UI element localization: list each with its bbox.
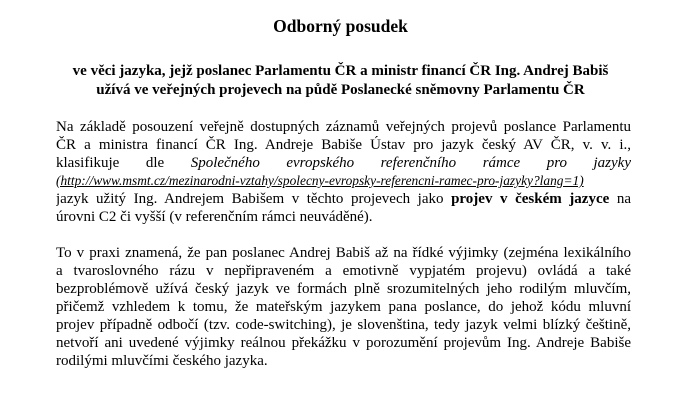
cefr-reference: Společného evropského referenčního rámce pro jazyky — [190, 155, 631, 171]
czech-speech-emphasis: projev v českém jazyce — [451, 191, 610, 207]
paragraph2-line-4: přičemž vzhledem k tomu, že mateřským jazykem pana poslance, do jehož kódu mluvní — [56, 299, 631, 315]
document-subtitle — [40, 62, 641, 100]
subtitle-line-1: ve věci jazyka, jejž poslanec Parlamentu ČR a ministr financí ČR Ing. Andrej Babiš — [72, 63, 609, 79]
paragraph2-line-2: a tvaroslovného rázu v nepřipraveném a emotivně vypjatém projevu) ovládá a také — [56, 263, 631, 279]
subtitle-line-2: užívá ve veřejných projevech na půdě Poslanecké sněmovny Parlamentu ČR — [96, 82, 585, 98]
paragraph2-line-6: netvoří ani uvedené výjimky reálnou překážku v porozumění projevům Ing. Andreje Babiše — [56, 335, 631, 351]
paragraph1-line-1: Na základě posouzení veřejně dostupných záznamů veřejných projevů poslance Parlamentu — [56, 119, 631, 135]
level-prefix: na — [616, 191, 631, 207]
paragraph2-line-3: bezproblémově užívá český jazyk ve formách plně srozumitelných jeho rodilým mluvčím, — [56, 281, 631, 297]
paragraph1-line-5 — [56, 190, 631, 208]
paragraph1-line-3 — [56, 154, 631, 172]
paragraph2-line-1: To v praxi znamená, že pan poslanec Andrej Babiš až na řídké výjimky (zejména lexikálního — [56, 245, 631, 261]
paragraph1-line-6: úrovni C2 či vyšší (v referenčním rámci neuváděné). — [56, 209, 373, 225]
paragraph1-line-2: ČR a ministra financí ČR Ing. Andreje Babiše Ústav pro jazyk český AV ČR, v. v. i., — [56, 137, 631, 153]
classification-prefix: klasifikuje dle — [56, 155, 165, 171]
paragraph2-line-5: projev případně odbočí (tzv. code-switching), je slovenština, tedy jazyk velmi blízký češtině, — [56, 317, 631, 333]
document-title: Odborný posudek — [273, 16, 408, 36]
cefr-link[interactable]: (http://www.msmt.cz/mezinarodni-vztahy/spolecny-evropsky-referencni-ramec-pro-jazyky?lang=1) — [56, 173, 584, 188]
language-used-text: jazyk užitý Ing. Andrejem Babišem v těchto projevech jako — [56, 191, 444, 207]
paragraph1-line-4 — [56, 172, 631, 190]
paragraph2-line-7: rodilými mluvčími českého jazyka. — [56, 353, 268, 369]
